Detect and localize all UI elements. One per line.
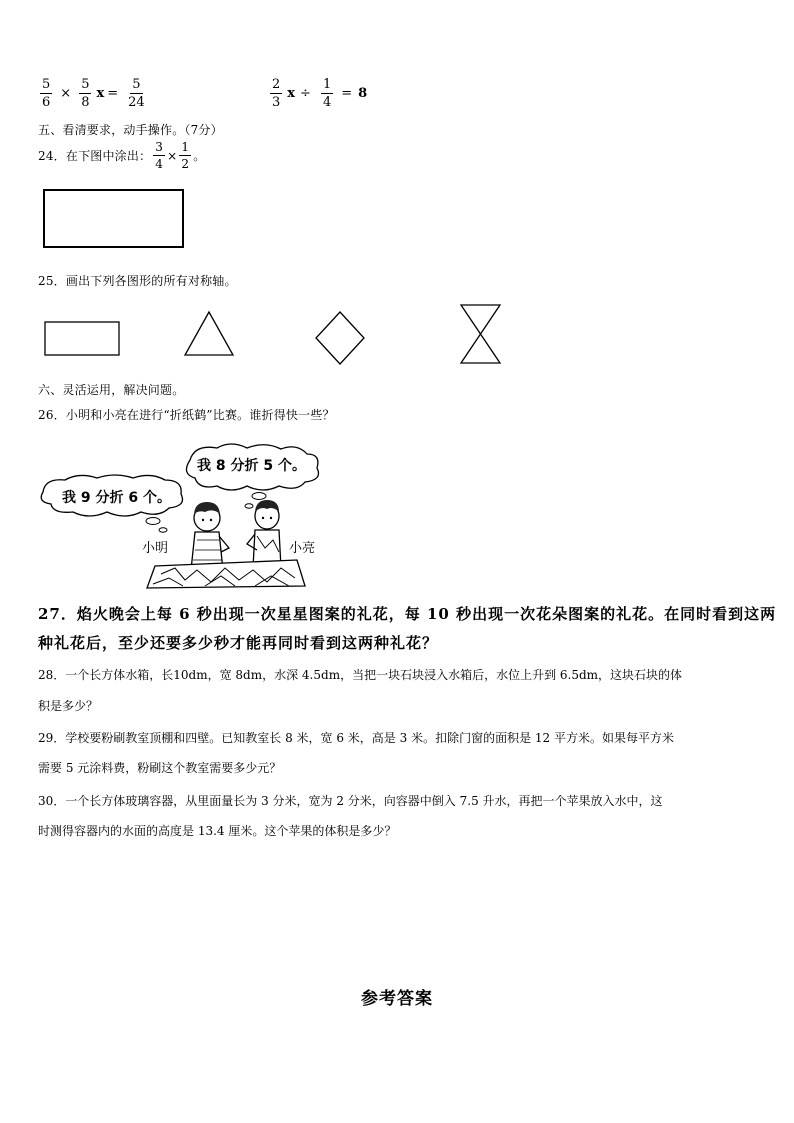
name-xiaoming: 小明	[142, 541, 169, 556]
fraction: $\frac{1}{2}$	[181, 140, 190, 171]
section-5-title: 五、看清要求，动手操作。（7分）	[38, 123, 223, 137]
fraction: $\frac{2}{3}$	[272, 77, 281, 110]
fraction: $\frac{5}{8}$	[81, 77, 90, 110]
variable: x	[96, 86, 105, 101]
rectangle-to-shade	[43, 189, 184, 248]
question-29-line-2: 需要 5 元涂料费，粉刷这个教室需要多少元？	[38, 761, 282, 775]
fraction: $\frac{3}{4}$	[155, 140, 164, 171]
question-28-line-2: 积是多少？	[38, 699, 99, 713]
equals-sign: =	[107, 86, 119, 101]
boy-xiaoliang-figure	[247, 500, 281, 568]
equation-2	[268, 78, 367, 109]
speech-bubble-right	[186, 444, 318, 508]
question-28-line-1: 28．一个长方体水箱，长10dm，宽 8dm，水深 4.5dm，当把一块石块浸入水箱后，水位上升到 6.5dm，这块石块的体	[38, 668, 683, 682]
bubble-right-text: 我 8 分折 5 个。	[197, 458, 306, 474]
rectangle-shape	[45, 322, 119, 355]
operator: ×	[60, 86, 72, 101]
question-25: 25．画出下列各图形的所有对称轴。	[38, 274, 237, 288]
triangle-shape	[185, 312, 233, 355]
answer-section-title: 参考答案	[361, 989, 433, 1009]
equals-sign: =	[341, 86, 353, 101]
question-27-line-2: 种礼花后，至少还要多少秒才能再同时看到这两种礼花？	[38, 634, 439, 652]
variable: x	[287, 86, 296, 101]
question-27-line-1: 27．焰火晚会上每 6 秒出现一次星星图案的礼花，每 10 秒出现一次花朵图案的礼花。在同时看到这两	[38, 605, 777, 623]
question-30-line-1: 30．一个长方体玻璃容器，从里面量长为 3 分米，宽为 2 分米，向容器中倒入 7.5 升水，再把一个苹果放入水中，这	[38, 794, 663, 808]
diamond-shape	[316, 312, 364, 364]
mat	[147, 560, 305, 588]
paper-crane-illustration	[35, 440, 335, 590]
rhs-value: 8	[358, 86, 368, 101]
question-29-line-1: 29．学校要粉刷教室顶棚和四壁。已知教室长 8 米，宽 6 米，高是 3 米。扣除门窗的面积是 12 平方米。如果每平方米	[38, 731, 674, 745]
section-6-title: 六、灵活运用，解决问题。	[38, 383, 185, 397]
operator: ÷	[300, 86, 311, 101]
hourglass-shape	[461, 305, 500, 363]
fraction: $\frac{1}{4}$	[322, 77, 332, 110]
question-30-line-2: 时测得容器内的水面的高度是 13.4 厘米。这个苹果的体积是多少？	[38, 824, 397, 838]
question-26: 26．小明和小亮在进行“折纸鹤”比赛。谁折得快一些？	[38, 408, 335, 422]
boy-xiaoming-figure	[191, 502, 229, 570]
bubble-left-text: 我 9 分折 6 个。	[62, 490, 171, 506]
question-24: 24．在下图中涂出： $\frac{3}{4}$ × $\frac{1}{2}$ 。	[38, 140, 206, 171]
fraction: $\frac{5}{6}$	[42, 77, 51, 110]
operator: ×	[167, 148, 178, 163]
question-24-text: 24．在下图中涂出：	[38, 149, 152, 163]
fraction: $\frac{5}{24}$	[128, 77, 145, 110]
equation-1	[38, 78, 149, 109]
name-xiaoliang: 小亮	[289, 541, 316, 556]
symmetry-shapes	[0, 295, 794, 370]
